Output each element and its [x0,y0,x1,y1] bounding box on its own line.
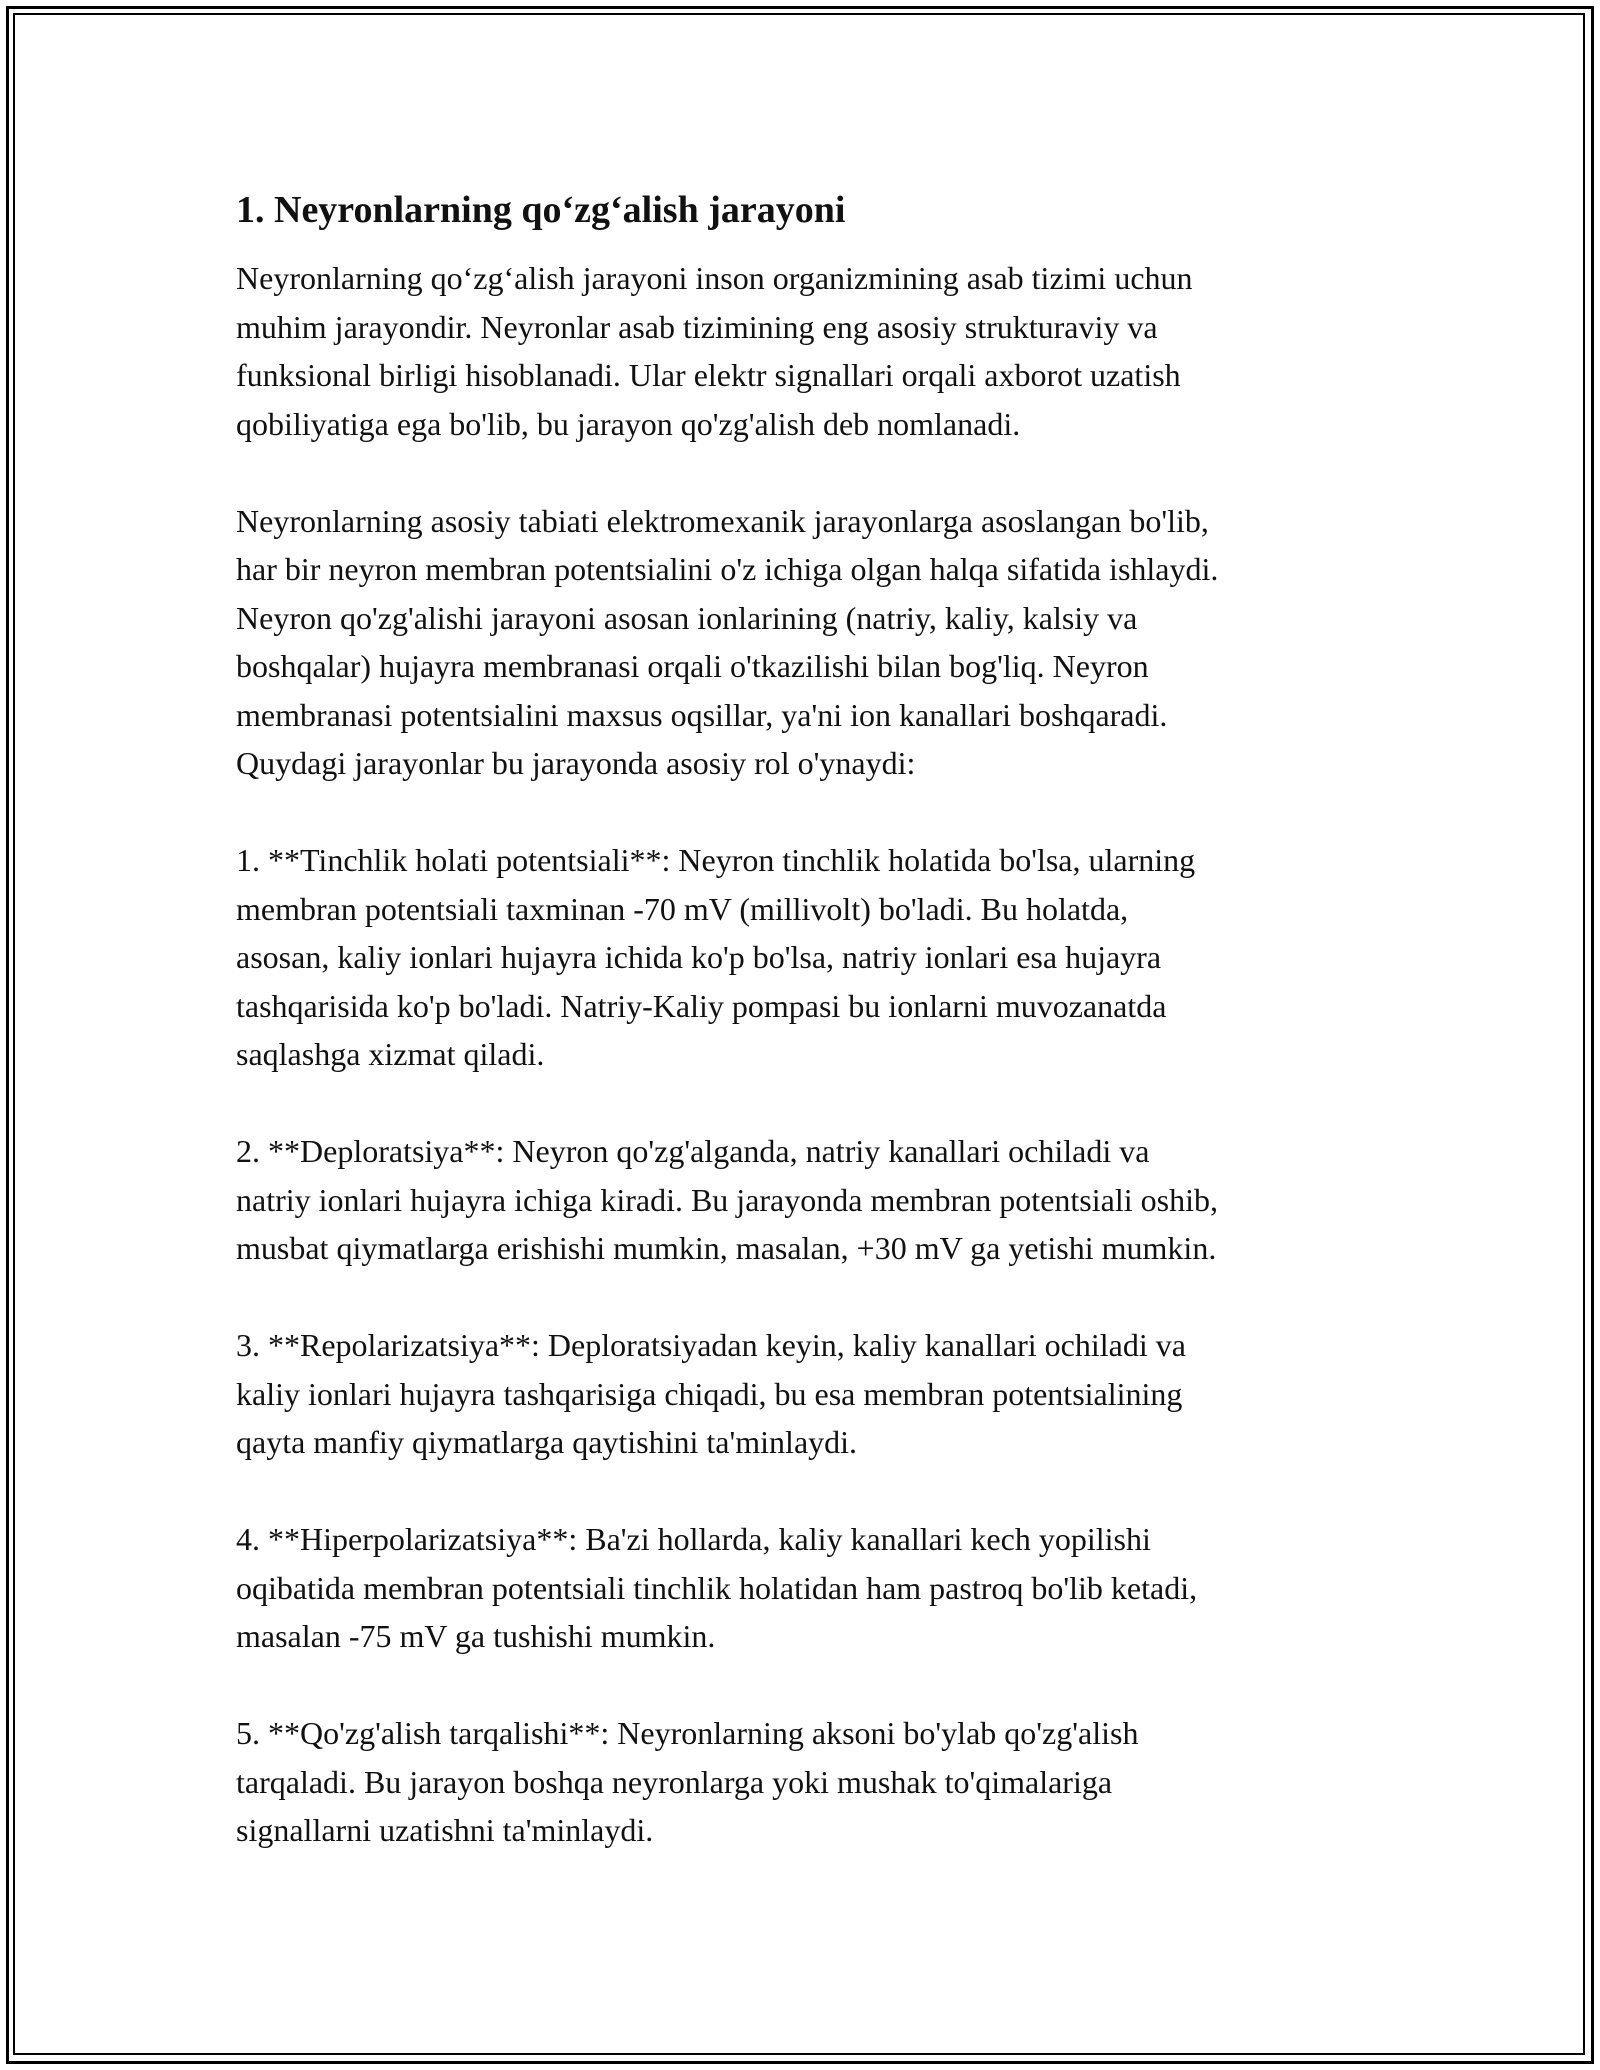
text-line: Quydagi jarayonlar bu jarayonda asosiy rol o'ynaydi: [236,745,916,781]
paragraph [236,1515,1376,1661]
text-line: membranasi potentsialini maxsus oqsillar, ya'ni ion kanallari boshqaradi. [236,696,1168,733]
text-line: masalan -75 mV ga tushishi mumkin. [236,1618,716,1654]
paragraph [236,1709,1376,1855]
text-line: 3. **Repolarizatsiya**: Deploratsiyadan keyin, kaliy kanallari ochiladi va [236,1327,1186,1363]
text-line: 1. **Tinchlik holati potentsiali**: Neyron tinchlik holatida bo'lsa, ularning [236,842,1196,878]
text-line: Neyronlarning asosiy tabiati elektromexanik jarayonlarga asoslangan bo'lib, [236,502,1209,539]
text-line: muhim jarayondir. Neyronlar asab tizimining eng asosiy strukturaviy va [236,308,1158,345]
paragraph-list [236,254,1376,1855]
text-line: saqlashga xizmat qiladi. [236,1036,545,1072]
document-body [236,186,1376,1903]
text-line: boshqalar) hujayra membranasi orqali o'tkazilishi bilan bog'liq. Neyron [236,648,1149,684]
paragraph [236,254,1376,448]
text-line: oqibatida membran potentsiali tinchlik holatidan ham pastroq bo'lib ketadi, [236,1569,1198,1606]
text-line: Neyron qo'zg'alishi jarayoni asosan ionlarining (natriy, kaliy, kalsiy va [236,599,1138,636]
text-line: 4. **Hiperpolarizatsiya**: Ba'zi hollarda, kaliy kanallari kech yopilishi [236,1521,1151,1557]
text-line: kaliy ionlari hujayra tashqarisiga chiqadi, bu esa membran potentsialining [236,1375,1183,1412]
document-title: 1. Neyronlarning qo‘zg‘alish jarayoni [236,189,846,231]
text-line: asosan, kaliy ionlari hujayra ichida ko'p bo'lsa, natriy ionlari esa hujayra [236,939,1162,975]
text-line: membran potentsiali taxminan -70 mV (millivolt) bo'ladi. Bu holatda, [236,890,1129,927]
text-line: qobiliyatiga ega bo'lib, bu jarayon qo'zg'alish deb nomlanadi. [236,405,1021,442]
text-line: signallarni uzatishni ta'minlaydi. [236,1812,654,1848]
text-line: 2. **Deploratsiya**: Neyron qo'zg'alganda, natriy kanallari ochiladi va [236,1133,1150,1169]
paragraph [236,1127,1376,1273]
text-line: 5. **Qo'zg'alish tarqalishi**: Neyronlarning aksoni bo'ylab qo'zg'alish [236,1715,1139,1751]
text-line: tarqaladi. Bu jarayon boshqa neyronlarga yoki mushak to'qimalariga [236,1763,1113,1800]
text-line: qayta manfiy qiymatlarga qaytishini ta'minlaydi. [236,1424,858,1460]
text-line: har bir neyron membran potentsialini o'z ichiga olgan halqa sifatida ishlaydi. [236,551,1219,587]
text-line: funksional birligi hisoblanadi. Ular elektr signallari orqali axborot uzatish [236,357,1181,393]
text-line: natriy ionlari hujayra ichiga kiradi. Bu jarayonda membran potentsiali oshib, [236,1181,1218,1218]
text-line: tashqarisida ko'p bo'ladi. Natriy-Kaliy pompasi bu ionlarni muvozanatda [236,987,1167,1024]
paragraph [236,836,1376,1079]
paragraph [236,497,1376,788]
paragraph [236,1321,1376,1467]
text-line: Neyronlarning qo‘zg‘alish jarayoni inson organizmining asab tizimi uchun [236,260,1193,296]
text-line: musbat qiymatlarga erishishi mumkin, masalan, +30 mV ga yetishi mumkin. [236,1230,1217,1266]
